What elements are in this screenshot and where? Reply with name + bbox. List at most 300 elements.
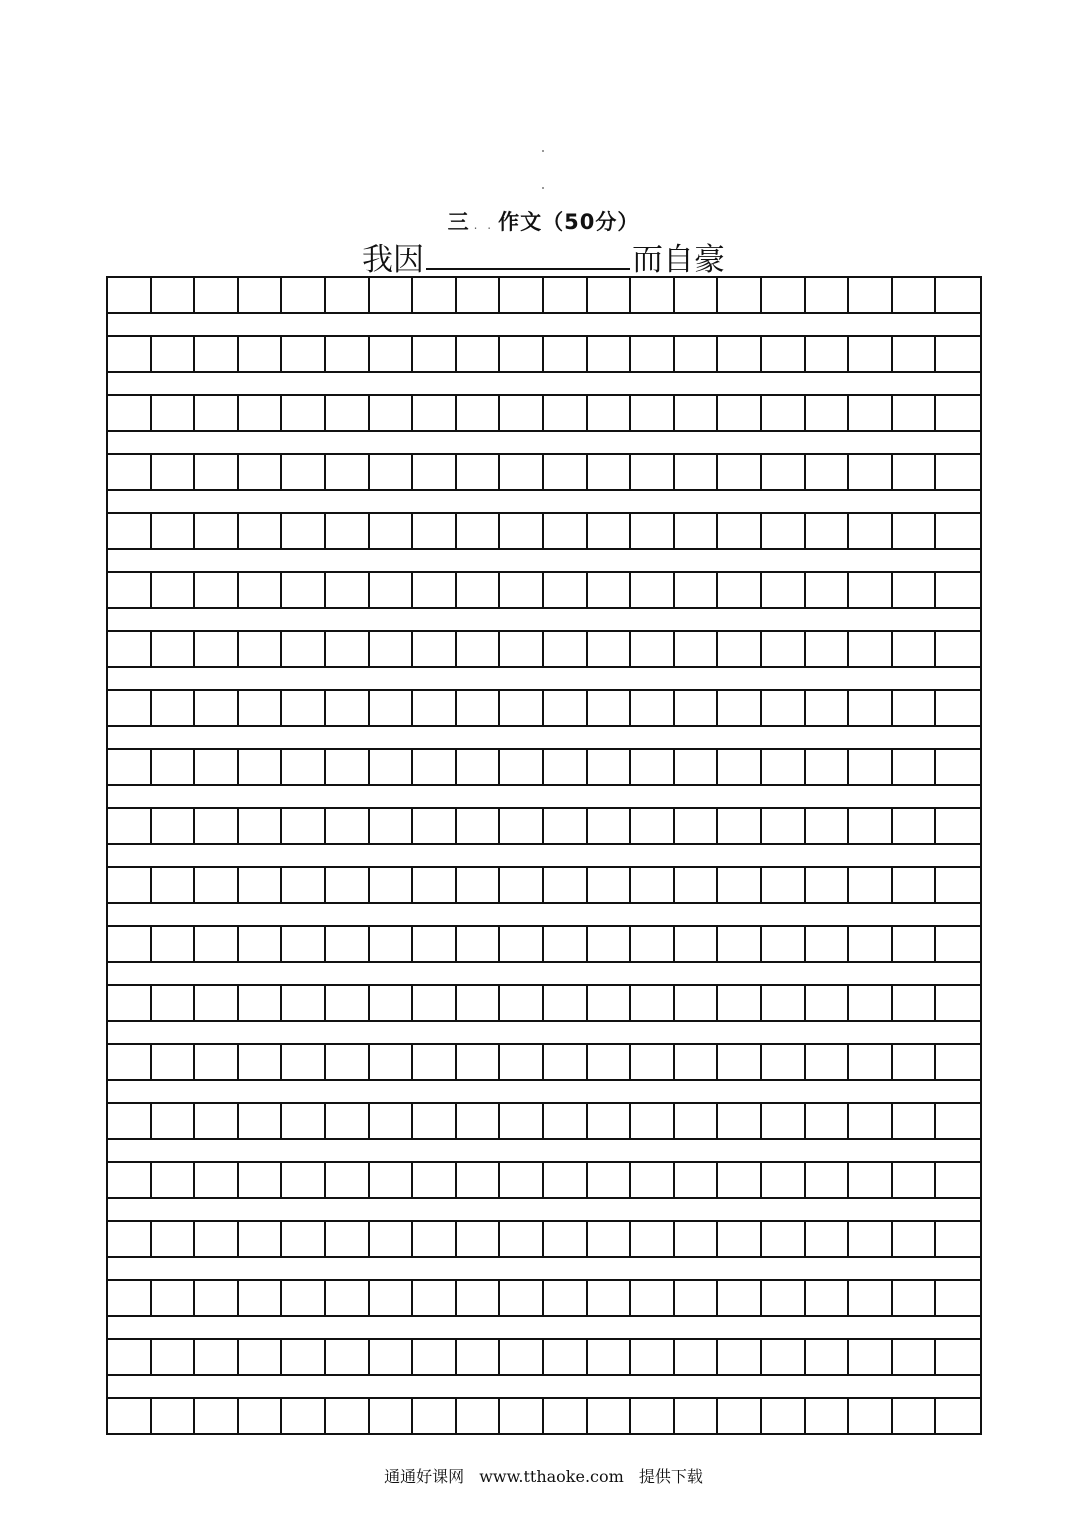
grid-cell[interactable]	[718, 986, 762, 1020]
grid-cell[interactable]	[195, 1222, 239, 1256]
grid-cell[interactable]	[500, 809, 544, 843]
grid-cell[interactable]	[936, 573, 980, 607]
grid-cell[interactable]	[544, 1399, 588, 1433]
grid-cell[interactable]	[239, 1281, 283, 1315]
grid-cell[interactable]	[239, 868, 283, 902]
grid-cell[interactable]	[370, 1340, 414, 1374]
grid-cell[interactable]	[718, 1340, 762, 1374]
grid-cell[interactable]	[152, 573, 196, 607]
grid-cell[interactable]	[849, 514, 893, 548]
grid-cell[interactable]	[718, 1222, 762, 1256]
grid-cell[interactable]	[239, 514, 283, 548]
grid-cell[interactable]	[457, 455, 501, 489]
grid-cell[interactable]	[806, 573, 850, 607]
grid-cell[interactable]	[108, 632, 152, 666]
grid-cell[interactable]	[500, 455, 544, 489]
grid-cell[interactable]	[631, 691, 675, 725]
grid-cell[interactable]	[108, 691, 152, 725]
grid-cell[interactable]	[675, 278, 719, 312]
grid-cell[interactable]	[849, 1340, 893, 1374]
grid-cell[interactable]	[762, 1281, 806, 1315]
grid-cell[interactable]	[152, 1045, 196, 1079]
grid-cell[interactable]	[849, 750, 893, 784]
grid-cell[interactable]	[806, 337, 850, 371]
grid-cell[interactable]	[108, 396, 152, 430]
grid-cell[interactable]	[282, 455, 326, 489]
grid-cell[interactable]	[500, 632, 544, 666]
grid-cell[interactable]	[893, 809, 937, 843]
grid-cell[interactable]	[675, 750, 719, 784]
grid-cell[interactable]	[675, 573, 719, 607]
grid-cell[interactable]	[718, 927, 762, 961]
grid-cell[interactable]	[500, 1222, 544, 1256]
grid-cell[interactable]	[457, 278, 501, 312]
grid-cell[interactable]	[370, 750, 414, 784]
grid-cell[interactable]	[457, 396, 501, 430]
grid-cell[interactable]	[806, 1045, 850, 1079]
grid-cell[interactable]	[370, 1163, 414, 1197]
grid-cell[interactable]	[457, 1340, 501, 1374]
grid-cell[interactable]	[457, 927, 501, 961]
grid-cell[interactable]	[326, 1340, 370, 1374]
grid-cell[interactable]	[631, 986, 675, 1020]
grid-cell[interactable]	[413, 278, 457, 312]
grid-cell[interactable]	[195, 573, 239, 607]
grid-cell[interactable]	[195, 691, 239, 725]
grid-cell[interactable]	[108, 1104, 152, 1138]
grid-cell[interactable]	[413, 514, 457, 548]
grid-cell[interactable]	[500, 514, 544, 548]
grid-cell[interactable]	[108, 927, 152, 961]
grid-cell[interactable]	[282, 1104, 326, 1138]
grid-cell[interactable]	[500, 868, 544, 902]
grid-cell[interactable]	[675, 986, 719, 1020]
grid-cell[interactable]	[152, 1340, 196, 1374]
grid-cell[interactable]	[631, 868, 675, 902]
grid-cell[interactable]	[762, 1163, 806, 1197]
grid-cell[interactable]	[631, 809, 675, 843]
grid-cell[interactable]	[370, 455, 414, 489]
grid-cell[interactable]	[413, 455, 457, 489]
grid-cell[interactable]	[675, 1104, 719, 1138]
grid-cell[interactable]	[762, 632, 806, 666]
grid-cell[interactable]	[936, 632, 980, 666]
grid-cell[interactable]	[631, 396, 675, 430]
grid-cell[interactable]	[849, 986, 893, 1020]
grid-cell[interactable]	[326, 632, 370, 666]
grid-cell[interactable]	[195, 986, 239, 1020]
footer-url[interactable]: www.tthaoke.com	[479, 1467, 624, 1486]
grid-cell[interactable]	[152, 337, 196, 371]
grid-cell[interactable]	[282, 809, 326, 843]
grid-cell[interactable]	[370, 337, 414, 371]
grid-cell[interactable]	[413, 1163, 457, 1197]
grid-cell[interactable]	[282, 927, 326, 961]
grid-cell[interactable]	[370, 927, 414, 961]
grid-cell[interactable]	[108, 278, 152, 312]
grid-cell[interactable]	[500, 573, 544, 607]
grid-cell[interactable]	[152, 1163, 196, 1197]
grid-cell[interactable]	[239, 691, 283, 725]
grid-cell[interactable]	[326, 750, 370, 784]
grid-cell[interactable]	[936, 691, 980, 725]
grid-cell[interactable]	[239, 632, 283, 666]
grid-cell[interactable]	[195, 514, 239, 548]
grid-cell[interactable]	[239, 573, 283, 607]
grid-cell[interactable]	[370, 514, 414, 548]
grid-cell[interactable]	[718, 868, 762, 902]
grid-cell[interactable]	[282, 1222, 326, 1256]
grid-cell[interactable]	[588, 396, 632, 430]
grid-cell[interactable]	[806, 1340, 850, 1374]
grid-cell[interactable]	[849, 1281, 893, 1315]
grid-cell[interactable]	[893, 1045, 937, 1079]
grid-cell[interactable]	[370, 1045, 414, 1079]
grid-cell[interactable]	[718, 750, 762, 784]
grid-cell[interactable]	[806, 1281, 850, 1315]
grid-cell[interactable]	[152, 1281, 196, 1315]
grid-cell[interactable]	[849, 1399, 893, 1433]
grid-cell[interactable]	[762, 337, 806, 371]
grid-cell[interactable]	[239, 337, 283, 371]
grid-cell[interactable]	[849, 868, 893, 902]
grid-cell[interactable]	[457, 1104, 501, 1138]
grid-cell[interactable]	[936, 1222, 980, 1256]
grid-cell[interactable]	[718, 1045, 762, 1079]
grid-cell[interactable]	[457, 337, 501, 371]
grid-cell[interactable]	[195, 1104, 239, 1138]
grid-cell[interactable]	[936, 1163, 980, 1197]
grid-cell[interactable]	[893, 1281, 937, 1315]
grid-cell[interactable]	[893, 1222, 937, 1256]
grid-cell[interactable]	[762, 1045, 806, 1079]
grid-cell[interactable]	[675, 1163, 719, 1197]
grid-cell[interactable]	[326, 514, 370, 548]
grid-cell[interactable]	[544, 691, 588, 725]
grid-cell[interactable]	[631, 1281, 675, 1315]
grid-cell[interactable]	[326, 809, 370, 843]
grid-cell[interactable]	[413, 927, 457, 961]
grid-cell[interactable]	[544, 1281, 588, 1315]
grid-cell[interactable]	[326, 927, 370, 961]
grid-cell[interactable]	[588, 809, 632, 843]
grid-cell[interactable]	[762, 1222, 806, 1256]
grid-cell[interactable]	[718, 396, 762, 430]
grid-cell[interactable]	[631, 514, 675, 548]
grid-cell[interactable]	[239, 455, 283, 489]
grid-cell[interactable]	[893, 986, 937, 1020]
grid-cell[interactable]	[326, 986, 370, 1020]
grid-cell[interactable]	[762, 868, 806, 902]
grid-cell[interactable]	[370, 691, 414, 725]
grid-cell[interactable]	[718, 1104, 762, 1138]
grid-cell[interactable]	[544, 1045, 588, 1079]
grid-cell[interactable]	[806, 1222, 850, 1256]
grid-cell[interactable]	[108, 1340, 152, 1374]
grid-cell[interactable]	[239, 809, 283, 843]
grid-cell[interactable]	[108, 455, 152, 489]
grid-cell[interactable]	[239, 1222, 283, 1256]
grid-cell[interactable]	[326, 573, 370, 607]
grid-cell[interactable]	[631, 632, 675, 666]
grid-cell[interactable]	[195, 1281, 239, 1315]
grid-cell[interactable]	[675, 632, 719, 666]
grid-cell[interactable]	[588, 514, 632, 548]
grid-cell[interactable]	[500, 1399, 544, 1433]
grid-cell[interactable]	[762, 278, 806, 312]
grid-cell[interactable]	[893, 691, 937, 725]
grid-cell[interactable]	[195, 396, 239, 430]
grid-cell[interactable]	[849, 1045, 893, 1079]
grid-cell[interactable]	[806, 868, 850, 902]
grid-cell[interactable]	[544, 514, 588, 548]
grid-cell[interactable]	[282, 1045, 326, 1079]
grid-cell[interactable]	[370, 632, 414, 666]
grid-cell[interactable]	[936, 1104, 980, 1138]
grid-cell[interactable]	[326, 396, 370, 430]
grid-cell[interactable]	[457, 809, 501, 843]
grid-cell[interactable]	[675, 809, 719, 843]
grid-cell[interactable]	[457, 1222, 501, 1256]
grid-cell[interactable]	[370, 986, 414, 1020]
grid-cell[interactable]	[544, 986, 588, 1020]
grid-cell[interactable]	[152, 868, 196, 902]
grid-cell[interactable]	[762, 514, 806, 548]
grid-cell[interactable]	[718, 809, 762, 843]
grid-cell[interactable]	[544, 337, 588, 371]
grid-cell[interactable]	[152, 809, 196, 843]
grid-cell[interactable]	[893, 1399, 937, 1433]
grid-cell[interactable]	[282, 868, 326, 902]
grid-cell[interactable]	[718, 1281, 762, 1315]
grid-cell[interactable]	[500, 337, 544, 371]
grid-cell[interactable]	[588, 868, 632, 902]
grid-cell[interactable]	[108, 1045, 152, 1079]
grid-cell[interactable]	[500, 1163, 544, 1197]
grid-cell[interactable]	[282, 1340, 326, 1374]
grid-cell[interactable]	[108, 337, 152, 371]
grid-cell[interactable]	[500, 1045, 544, 1079]
grid-cell[interactable]	[936, 1340, 980, 1374]
grid-cell[interactable]	[152, 691, 196, 725]
grid-cell[interactable]	[849, 455, 893, 489]
grid-cell[interactable]	[675, 1340, 719, 1374]
grid-cell[interactable]	[544, 927, 588, 961]
grid-cell[interactable]	[457, 632, 501, 666]
grid-cell[interactable]	[500, 1281, 544, 1315]
grid-cell[interactable]	[239, 396, 283, 430]
grid-cell[interactable]	[413, 809, 457, 843]
grid-cell[interactable]	[936, 809, 980, 843]
grid-cell[interactable]	[936, 868, 980, 902]
grid-cell[interactable]	[762, 1399, 806, 1433]
grid-cell[interactable]	[239, 986, 283, 1020]
grid-cell[interactable]	[282, 396, 326, 430]
grid-cell[interactable]	[152, 1104, 196, 1138]
grid-cell[interactable]	[806, 750, 850, 784]
grid-cell[interactable]	[631, 1340, 675, 1374]
grid-cell[interactable]	[413, 1045, 457, 1079]
grid-cell[interactable]	[675, 1222, 719, 1256]
grid-cell[interactable]	[588, 1163, 632, 1197]
grid-cell[interactable]	[326, 1163, 370, 1197]
grid-cell[interactable]	[500, 278, 544, 312]
grid-cell[interactable]	[152, 396, 196, 430]
grid-cell[interactable]	[718, 278, 762, 312]
grid-cell[interactable]	[849, 632, 893, 666]
grid-cell[interactable]	[500, 691, 544, 725]
grid-cell[interactable]	[108, 750, 152, 784]
grid-cell[interactable]	[718, 455, 762, 489]
grid-cell[interactable]	[893, 632, 937, 666]
grid-cell[interactable]	[500, 986, 544, 1020]
essay-title-blank[interactable]	[426, 238, 630, 270]
grid-cell[interactable]	[239, 750, 283, 784]
grid-cell[interactable]	[544, 1340, 588, 1374]
grid-cell[interactable]	[762, 927, 806, 961]
grid-cell[interactable]	[500, 1104, 544, 1138]
grid-cell[interactable]	[631, 1163, 675, 1197]
grid-cell[interactable]	[806, 278, 850, 312]
grid-cell[interactable]	[239, 278, 283, 312]
grid-cell[interactable]	[849, 691, 893, 725]
grid-cell[interactable]	[893, 514, 937, 548]
grid-cell[interactable]	[936, 337, 980, 371]
grid-cell[interactable]	[370, 809, 414, 843]
grid-cell[interactable]	[413, 1399, 457, 1433]
grid-cell[interactable]	[936, 1281, 980, 1315]
grid-cell[interactable]	[413, 337, 457, 371]
grid-cell[interactable]	[413, 750, 457, 784]
grid-cell[interactable]	[457, 691, 501, 725]
grid-cell[interactable]	[631, 927, 675, 961]
grid-cell[interactable]	[762, 1104, 806, 1138]
grid-cell[interactable]	[108, 573, 152, 607]
grid-cell[interactable]	[239, 927, 283, 961]
grid-cell[interactable]	[326, 455, 370, 489]
grid-cell[interactable]	[806, 1104, 850, 1138]
grid-cell[interactable]	[500, 1340, 544, 1374]
grid-cell[interactable]	[806, 986, 850, 1020]
grid-cell[interactable]	[849, 573, 893, 607]
grid-cell[interactable]	[675, 691, 719, 725]
grid-cell[interactable]	[195, 1045, 239, 1079]
grid-cell[interactable]	[893, 868, 937, 902]
grid-cell[interactable]	[762, 1340, 806, 1374]
grid-cell[interactable]	[631, 337, 675, 371]
grid-cell[interactable]	[762, 396, 806, 430]
grid-cell[interactable]	[370, 1399, 414, 1433]
grid-cell[interactable]	[718, 1399, 762, 1433]
grid-cell[interactable]	[631, 1104, 675, 1138]
grid-cell[interactable]	[893, 1163, 937, 1197]
grid-cell[interactable]	[282, 986, 326, 1020]
grid-cell[interactable]	[500, 750, 544, 784]
grid-cell[interactable]	[849, 1222, 893, 1256]
grid-cell[interactable]	[762, 691, 806, 725]
grid-cell[interactable]	[195, 278, 239, 312]
grid-cell[interactable]	[370, 1281, 414, 1315]
grid-cell[interactable]	[893, 750, 937, 784]
grid-cell[interactable]	[849, 1104, 893, 1138]
grid-cell[interactable]	[108, 1222, 152, 1256]
grid-cell[interactable]	[936, 1399, 980, 1433]
grid-cell[interactable]	[413, 868, 457, 902]
grid-cell[interactable]	[588, 1104, 632, 1138]
grid-cell[interactable]	[195, 868, 239, 902]
grid-cell[interactable]	[675, 396, 719, 430]
grid-cell[interactable]	[544, 1104, 588, 1138]
grid-cell[interactable]	[152, 750, 196, 784]
grid-cell[interactable]	[675, 868, 719, 902]
grid-cell[interactable]	[588, 1222, 632, 1256]
grid-cell[interactable]	[588, 1340, 632, 1374]
grid-cell[interactable]	[413, 396, 457, 430]
grid-cell[interactable]	[588, 337, 632, 371]
grid-cell[interactable]	[413, 573, 457, 607]
grid-cell[interactable]	[413, 1281, 457, 1315]
grid-cell[interactable]	[893, 278, 937, 312]
grid-cell[interactable]	[544, 573, 588, 607]
grid-cell[interactable]	[370, 1222, 414, 1256]
grid-cell[interactable]	[282, 632, 326, 666]
grid-cell[interactable]	[675, 1399, 719, 1433]
grid-cell[interactable]	[588, 1045, 632, 1079]
grid-cell[interactable]	[544, 1163, 588, 1197]
grid-cell[interactable]	[544, 750, 588, 784]
grid-cell[interactable]	[108, 868, 152, 902]
grid-cell[interactable]	[544, 396, 588, 430]
grid-cell[interactable]	[413, 632, 457, 666]
grid-cell[interactable]	[544, 809, 588, 843]
grid-cell[interactable]	[457, 1045, 501, 1079]
grid-cell[interactable]	[893, 1340, 937, 1374]
grid-cell[interactable]	[588, 986, 632, 1020]
grid-cell[interactable]	[588, 927, 632, 961]
grid-cell[interactable]	[108, 1281, 152, 1315]
grid-cell[interactable]	[152, 927, 196, 961]
grid-cell[interactable]	[500, 927, 544, 961]
grid-cell[interactable]	[326, 1045, 370, 1079]
grid-cell[interactable]	[195, 337, 239, 371]
grid-cell[interactable]	[806, 455, 850, 489]
grid-cell[interactable]	[631, 1222, 675, 1256]
grid-cell[interactable]	[370, 396, 414, 430]
grid-cell[interactable]	[936, 514, 980, 548]
grid-cell[interactable]	[544, 1222, 588, 1256]
grid-cell[interactable]	[806, 1163, 850, 1197]
grid-cell[interactable]	[500, 396, 544, 430]
grid-cell[interactable]	[457, 750, 501, 784]
grid-cell[interactable]	[893, 337, 937, 371]
grid-cell[interactable]	[282, 750, 326, 784]
grid-cell[interactable]	[762, 750, 806, 784]
grid-cell[interactable]	[718, 514, 762, 548]
grid-cell[interactable]	[282, 278, 326, 312]
grid-cell[interactable]	[893, 927, 937, 961]
grid-cell[interactable]	[195, 750, 239, 784]
grid-cell[interactable]	[108, 809, 152, 843]
grid-cell[interactable]	[195, 1163, 239, 1197]
grid-cell[interactable]	[413, 986, 457, 1020]
grid-cell[interactable]	[152, 514, 196, 548]
grid-cell[interactable]	[239, 1045, 283, 1079]
grid-cell[interactable]	[457, 1163, 501, 1197]
grid-cell[interactable]	[588, 573, 632, 607]
grid-cell[interactable]	[849, 396, 893, 430]
grid-cell[interactable]	[588, 691, 632, 725]
grid-cell[interactable]	[282, 691, 326, 725]
